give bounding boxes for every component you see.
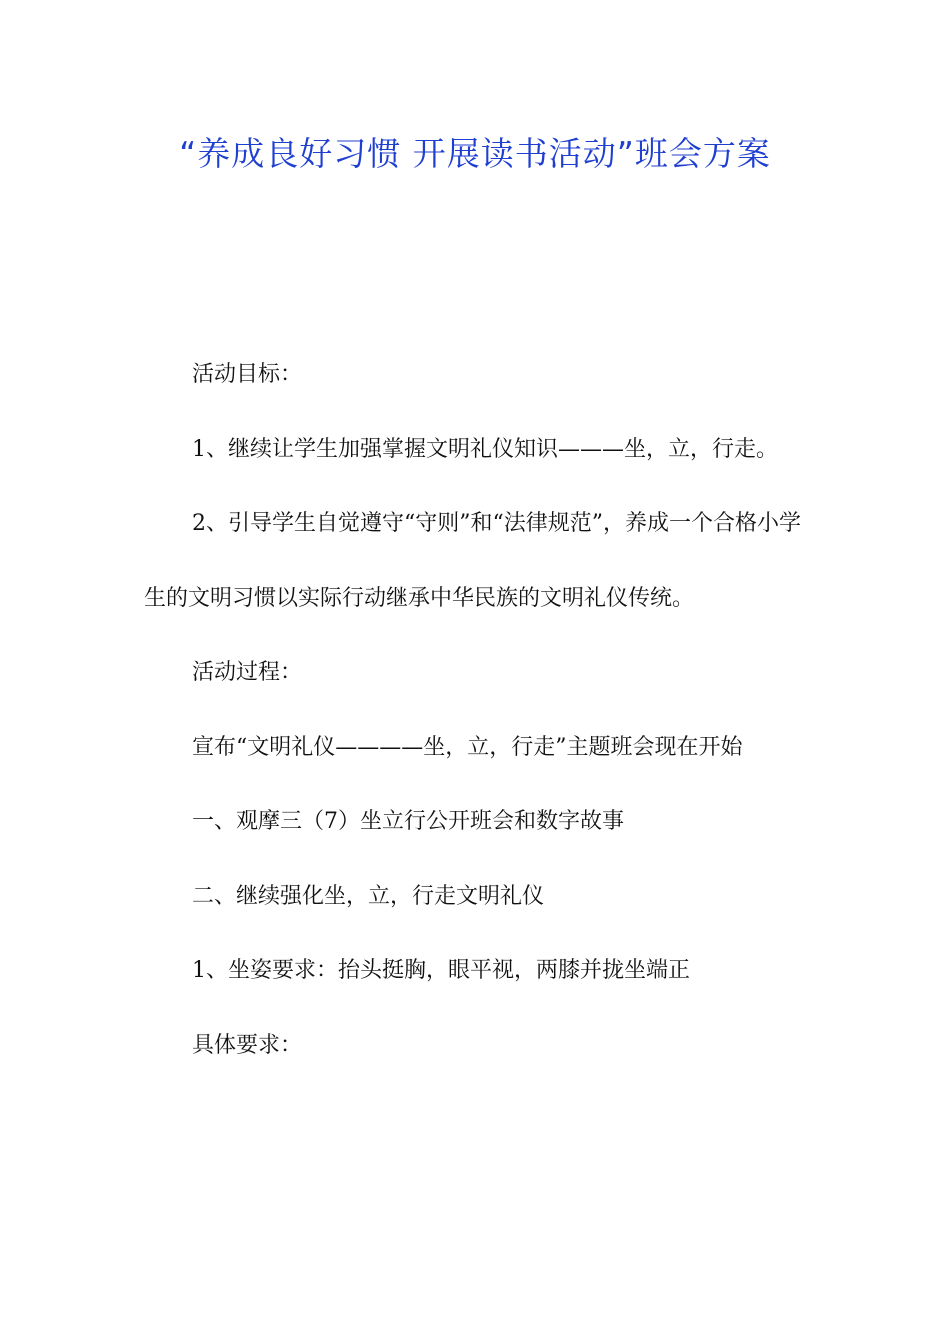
goal-item-1: 1、继续让学生加强掌握文明礼仪知识———坐，立，行走。	[192, 436, 778, 462]
process-announcement: 宣布“文明礼仪————坐，立，行走”主题班会现在开始	[192, 734, 743, 760]
section-heading-goals: 活动目标：	[192, 362, 303, 387]
process-step-2: 二、继续强化坐，立，行走文明礼仪	[192, 883, 545, 909]
specific-requirements-heading: 具体要求：	[192, 1032, 303, 1058]
sitting-requirement: 1、坐姿要求：抬头挺胸，眼平视，两膝并拢坐端正	[192, 958, 690, 983]
section-heading-process: 活动过程：	[192, 660, 303, 685]
goal-item-2: 2、引导学生自觉遵守“守则”和“法律规范”，养成一个合格小学生的文明习惯以实际行动继承中华民族的文明礼仪传统。	[144, 511, 801, 611]
process-step-1: 一、观摩三（7）坐立行公开班会和数字故事	[192, 809, 624, 834]
document-title: “养成良好习惯 开展读书活动”班会方案	[179, 134, 771, 173]
document-body	[144, 338, 814, 1083]
